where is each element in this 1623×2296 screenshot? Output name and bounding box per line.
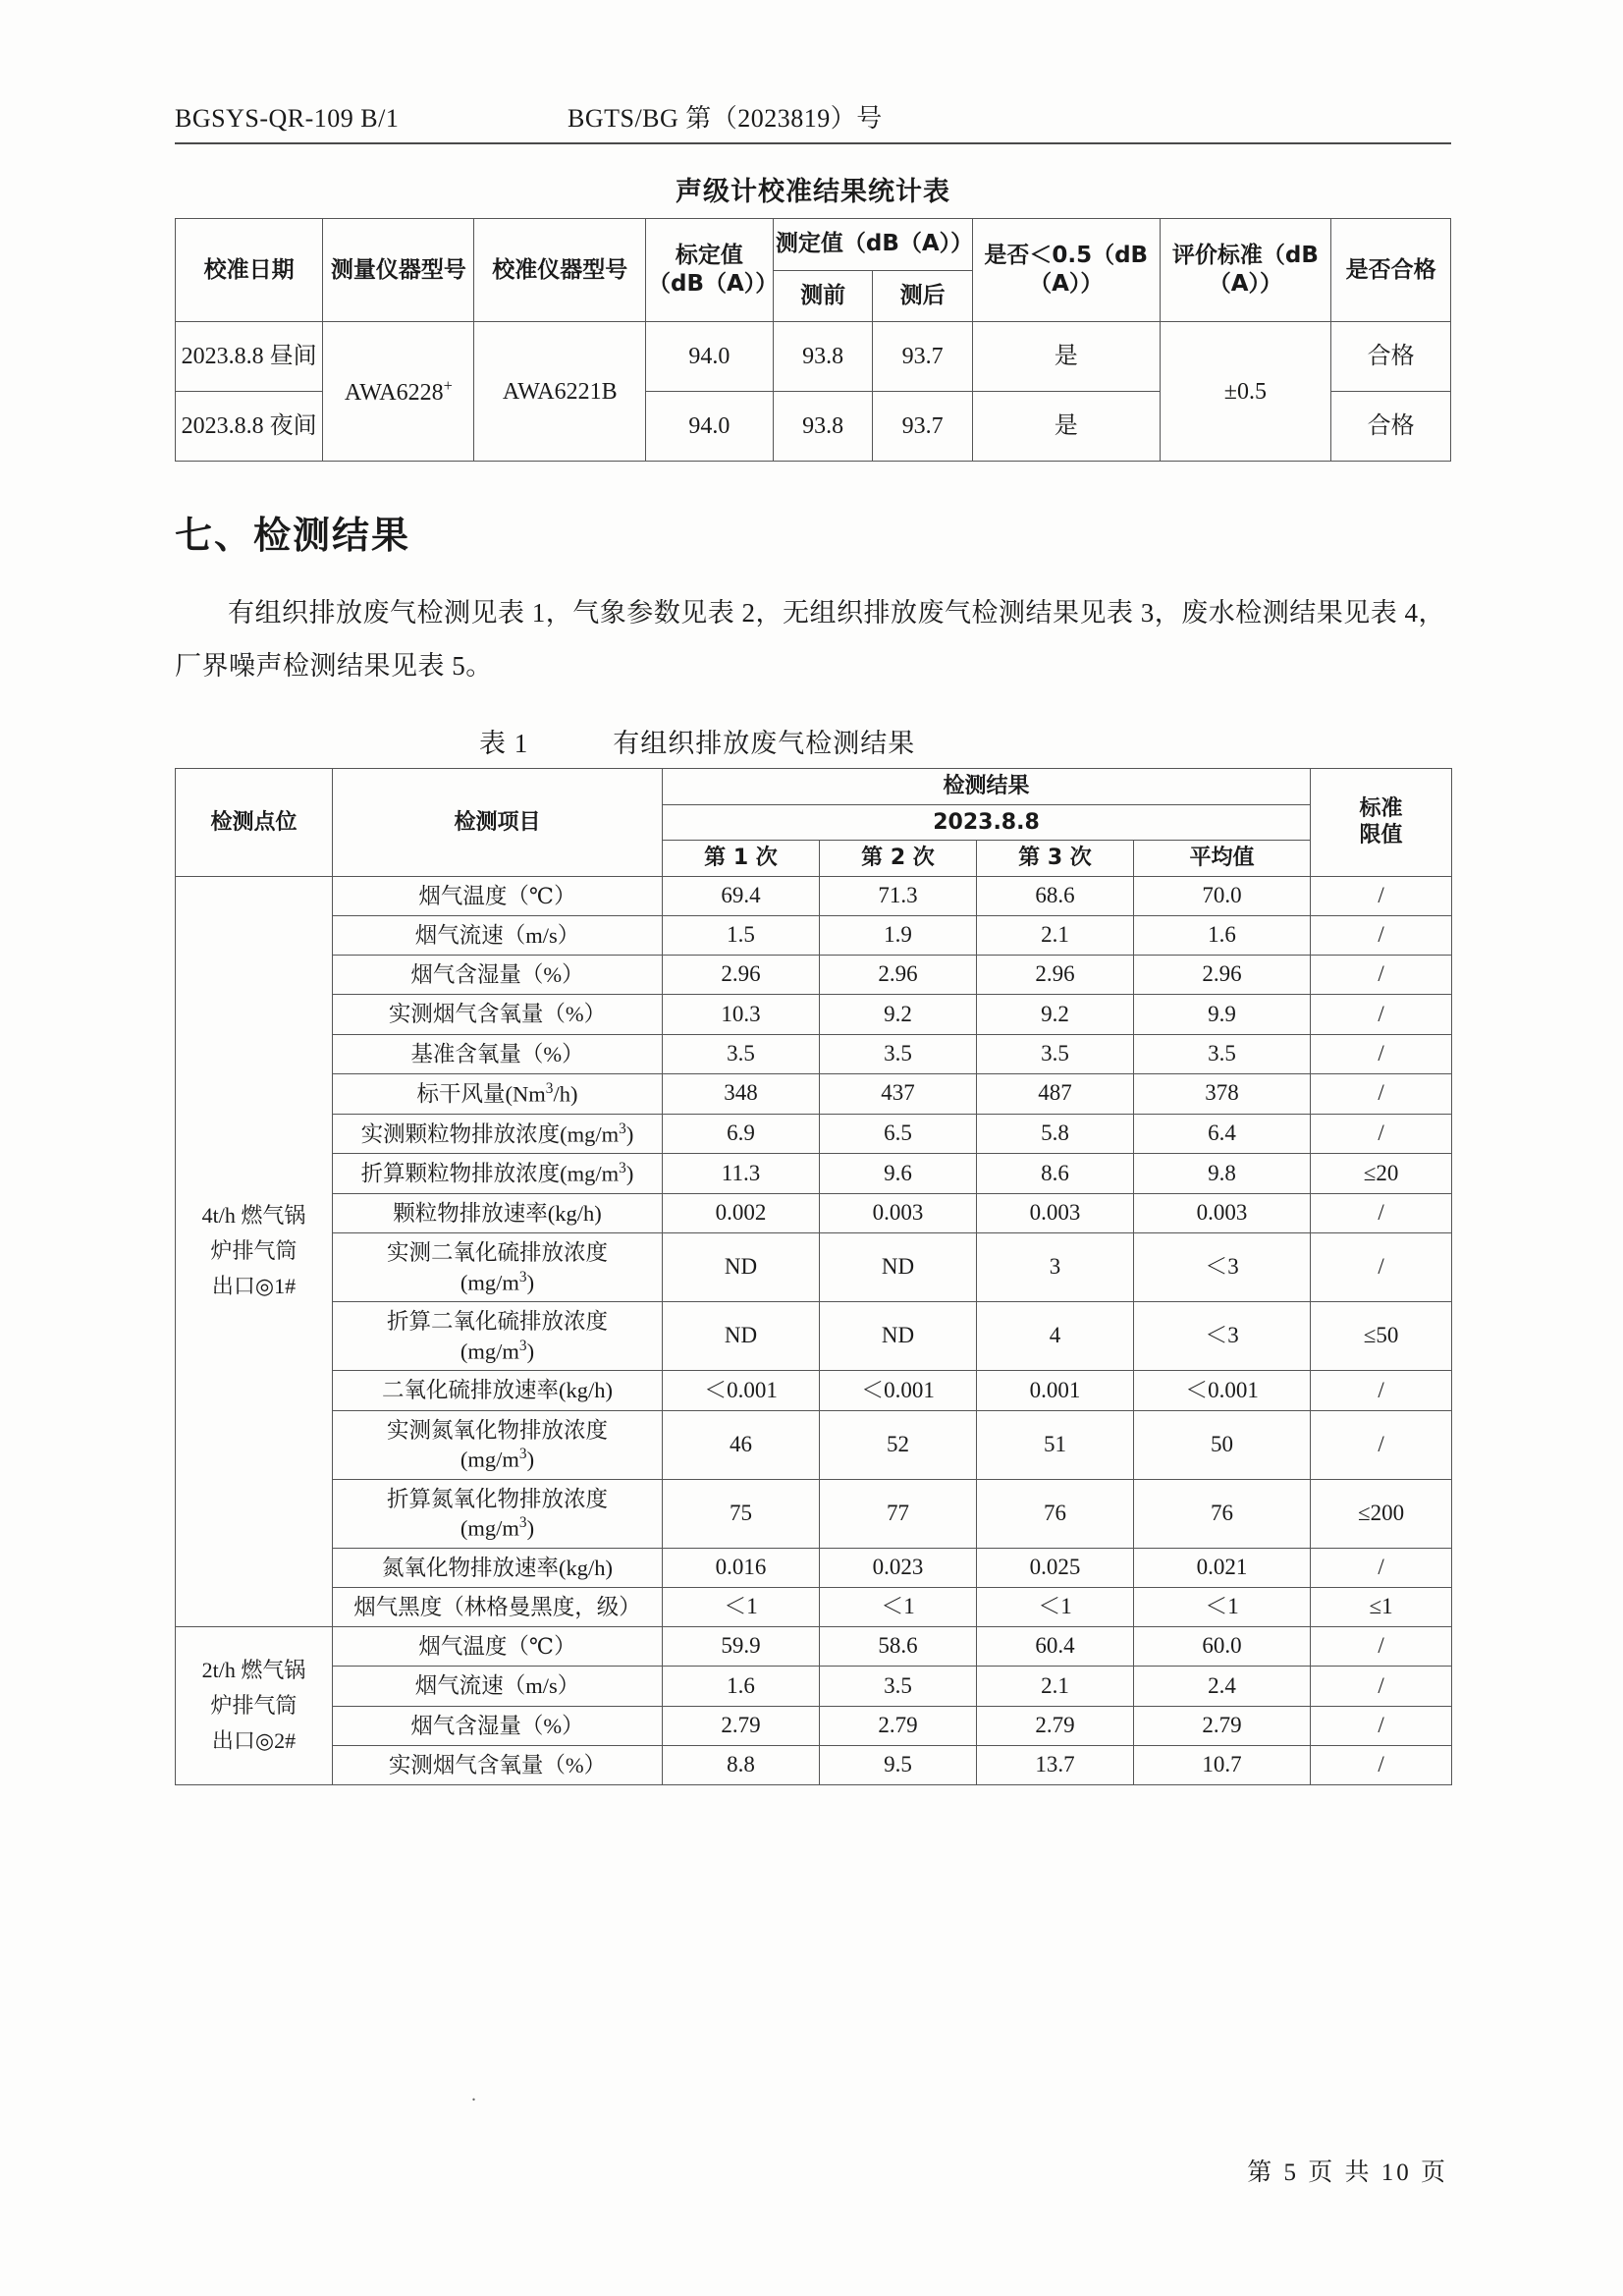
standard-limit-cell: / [1311,1706,1452,1745]
nominal-value-day: 94.0 [645,322,773,392]
value-run-1: 1.6 [663,1667,820,1706]
value-average: 0.003 [1134,1194,1311,1233]
value-run-3: 68.6 [977,876,1134,915]
value-run-3: 51 [977,1410,1134,1479]
emission-table-caption-title: 有组织排放废气检测结果 [613,729,916,758]
value-run-3: 60.4 [977,1627,1134,1667]
monitoring-point-line: 2t/h 燃气锅 [201,1657,306,1682]
monitoring-point-line: 4t/h 燃气锅 [201,1202,306,1228]
qualified-day: 合格 [1331,322,1451,392]
table-row [176,1114,1452,1154]
value-average: 6.4 [1134,1114,1311,1154]
value-run-3: 8.6 [977,1154,1134,1194]
table-row [176,995,1452,1034]
table-row [176,1548,1452,1587]
calibration-table [175,218,1451,462]
value-run-2: 52 [820,1410,977,1479]
standard-limit-cell: / [1311,956,1452,995]
value-run-1: 59.9 [663,1627,820,1667]
value-run-1: 11.3 [663,1154,820,1194]
table-row [176,1194,1452,1233]
document-code: BGSYS-QR-109 B/1 [175,104,400,133]
standard-limit-cell: / [1311,1194,1452,1233]
value-run-1: 10.3 [663,995,820,1034]
monitoring-item-cell: 氮氧化物排放速率(kg/h) [333,1548,663,1587]
col-measured-before: 测前 [773,270,872,322]
value-average: 9.8 [1134,1154,1311,1194]
value-average: ＜1 [1134,1587,1311,1626]
value-run-2: 9.2 [820,995,977,1034]
value-average: 2.96 [1134,956,1311,995]
monitoring-point-cell-2 [176,1627,333,1785]
monitoring-point-line: 炉排气筒 [210,1238,298,1264]
value-run-3: 2.1 [977,915,1134,955]
col-monitoring-point: 检测点位 [176,769,333,877]
col-run-1: 第 1 次 [663,841,820,877]
value-run-1: 0.016 [663,1548,820,1587]
measured-before-night: 93.8 [773,392,872,462]
standard-limit-cell: ≤1 [1311,1587,1452,1626]
standard-limit-cell: / [1311,995,1452,1034]
value-run-3: 2.79 [977,1706,1134,1745]
table-row [176,1034,1452,1073]
col-evaluation-criterion: 评价标准（dB（A）） [1160,219,1331,322]
table-row [176,1233,1452,1302]
monitoring-point-line: 出口◎2# [211,1728,297,1754]
value-run-3: 9.2 [977,995,1134,1034]
col-standard-limit: 标准 限值 [1311,769,1452,877]
meter-model-text: AWA6228 [344,379,444,406]
table-row [176,1587,1452,1626]
evaluation-criterion-value: ±0.5 [1160,322,1331,462]
value-run-2: 0.003 [820,1194,977,1233]
value-run-1: 2.96 [663,956,820,995]
monitoring-item-cell: 实测烟气含氧量（%） [333,995,663,1034]
col-calibrator-model: 校准仪器型号 [474,219,646,322]
monitoring-item-cell: 烟气黑度（林格曼黑度，级） [333,1587,663,1626]
col-average: 平均值 [1134,841,1311,877]
table-row [176,1706,1452,1745]
col-meter-model: 测量仪器型号 [323,219,474,322]
value-run-3: 3 [977,1233,1134,1302]
standard-limit-cell: / [1311,876,1452,915]
document-header [175,98,1451,142]
value-run-1: 46 [663,1410,820,1479]
qualified-night: 合格 [1331,392,1451,462]
value-average: 50 [1134,1410,1311,1479]
value-run-1: 69.4 [663,876,820,915]
col-run-2: 第 2 次 [820,841,977,877]
value-average: 2.4 [1134,1667,1311,1706]
value-run-3: 2.96 [977,956,1134,995]
table-row [176,1627,1452,1667]
value-run-3: 76 [977,1479,1134,1548]
standard-limit-cell: / [1311,1034,1452,1073]
col-monitoring-item: 检测项目 [333,769,663,877]
col-calibration-date: 校准日期 [176,219,323,322]
monitoring-item-cell: 烟气温度（℃） [333,1627,663,1667]
monitoring-item-cell: 烟气温度（℃） [333,876,663,915]
monitoring-item-cell: 折算氮氧化物排放浓度 $(mg/m^3)$ [333,1479,663,1548]
value-average: 9.9 [1134,995,1311,1034]
calibrator-model-value: AWA6221B [474,322,646,462]
value-run-2: ＜0.001 [820,1371,977,1410]
value-run-2: 2.79 [820,1706,977,1745]
value-run-3: 13.7 [977,1745,1134,1784]
table-row [176,915,1452,955]
value-run-1: 75 [663,1479,820,1548]
monitoring-item-cell: 折算二氧化硫排放浓度 $(mg/m^3)$ [333,1302,663,1371]
table-row [176,1410,1452,1479]
table-row [176,322,1451,392]
value-run-1: 6.9 [663,1114,820,1154]
stray-mark: . [471,2084,476,2105]
standard-limit-cell: / [1311,1073,1452,1114]
table-row [176,1667,1452,1706]
monitoring-item-cell: 烟气含湿量（%） [333,1706,663,1745]
table-row [176,1479,1452,1548]
table-row [176,876,1452,915]
monitoring-item-cell: 实测二氧化硫排放浓度 $(mg/m^3)$ [333,1233,663,1302]
value-run-1: 8.8 [663,1745,820,1784]
standard-limit-cell: / [1311,1410,1452,1479]
value-run-2: 71.3 [820,876,977,915]
monitoring-item-cell: 实测氮氧化物排放浓度 $(mg/m^3)$ [333,1410,663,1479]
col-nominal-value: 标定值（dB（A）） [645,219,773,322]
calibration-date-night: 2023.8.8 夜间 [176,392,323,462]
value-run-1: 0.002 [663,1194,820,1233]
value-average: ＜0.001 [1134,1371,1311,1410]
monitoring-item-cell: 烟气流速（m/s） [333,1667,663,1706]
monitoring-item-cell: 烟气流速（m/s） [333,915,663,955]
value-average: 3.5 [1134,1034,1311,1073]
measured-after-day: 93.7 [873,322,972,392]
standard-limit-cell: / [1311,915,1452,955]
value-run-1: ＜1 [663,1587,820,1626]
standard-limit-cell: ≤20 [1311,1154,1452,1194]
table-row [176,1073,1452,1114]
value-run-2: 9.6 [820,1154,977,1194]
value-run-2: 2.96 [820,956,977,995]
value-run-2: 58.6 [820,1627,977,1667]
col-measured-group: 测定值（dB（A）） [773,219,972,271]
value-run-3: ＜1 [977,1587,1134,1626]
table-row [176,1745,1452,1784]
monitoring-point-cell-1 [176,876,333,1627]
col-within-tolerance: 是否＜0.5（dB（A）） [972,219,1160,322]
section-paragraph: 有组织排放废气检测见表 1，气象参数见表 2，无组织排放废气检测结果见表 3，废水检测结果见表 4，厂界噪声检测结果见表 5。 [175,598,1445,681]
value-average: 10.7 [1134,1745,1311,1784]
standard-limit-cell: ≤50 [1311,1302,1452,1371]
value-run-2: 0.023 [820,1548,977,1587]
value-run-3: 4 [977,1302,1134,1371]
emission-header-row-1 [176,769,1452,805]
within-tolerance-day: 是 [972,322,1160,392]
emission-table [175,768,1452,1785]
value-run-3: 487 [977,1073,1134,1114]
table-row [176,1302,1452,1371]
value-average: ＜3 [1134,1233,1311,1302]
standard-limit-cell: ≤200 [1311,1479,1452,1548]
value-average: 70.0 [1134,876,1311,915]
value-run-1: 348 [663,1073,820,1114]
standard-limit-cell: / [1311,1233,1452,1302]
value-run-2: ND [820,1233,977,1302]
value-run-1: 1.5 [663,915,820,955]
standard-limit-cell: / [1311,1371,1452,1410]
value-average: ＜3 [1134,1302,1311,1371]
section-heading: 七、检测结果 [175,514,411,557]
monitoring-item-cell: 实测烟气含氧量（%） [333,1745,663,1784]
monitoring-item-cell: 颗粒物排放速率(kg/h) [333,1194,663,1233]
value-run-2: 6.5 [820,1114,977,1154]
monitoring-item-cell: 折算颗粒物排放浓度$(mg/m^3)$ [333,1154,663,1194]
calibration-table-title: 声级计校准结果统计表 [676,177,950,207]
value-run-1: 2.79 [663,1706,820,1745]
measured-before-day: 93.8 [773,322,872,392]
standard-limit-cell: / [1311,1667,1452,1706]
monitoring-item-cell: 基准含氧量（%） [333,1034,663,1073]
value-run-1: ＜0.001 [663,1371,820,1410]
emission-table-caption-label: 表 1 [479,729,529,758]
value-average: 378 [1134,1073,1311,1114]
nominal-value-night: 94.0 [645,392,773,462]
calibration-header-row-1 [176,219,1451,271]
value-run-2: 77 [820,1479,977,1548]
standard-limit-cell: / [1311,1627,1452,1667]
value-run-3: 0.001 [977,1371,1134,1410]
value-run-2: 3.5 [820,1034,977,1073]
monitoring-item-cell: 标干风量(Nm$^3$/h) [333,1073,663,1114]
value-run-3: 2.1 [977,1667,1134,1706]
standard-limit-cell: / [1311,1114,1452,1154]
value-run-2: 9.5 [820,1745,977,1784]
value-run-3: 5.8 [977,1114,1134,1154]
header-divider [175,142,1451,144]
monitoring-point-line: 出口◎1# [211,1274,297,1299]
standard-limit-cell: / [1311,1745,1452,1784]
report-number: BGTS/BG 第（2023819）号 [568,104,883,133]
monitoring-item-cell: 烟气含湿量（%） [333,956,663,995]
value-average: 1.6 [1134,915,1311,955]
value-run-2: 3.5 [820,1667,977,1706]
monitoring-point-line: 炉排气筒 [210,1692,298,1718]
meter-model-value [323,322,474,462]
table-row [176,956,1452,995]
page-number-footer: 第 5 页 共 10 页 [1247,2159,1448,2186]
page-content [175,98,1451,1785]
table-row [176,1154,1452,1194]
value-run-2: 437 [820,1073,977,1114]
col-measured-after: 测后 [873,270,972,322]
value-average: 2.79 [1134,1706,1311,1745]
value-run-1: 3.5 [663,1034,820,1073]
monitoring-item-cell: 实测颗粒物排放浓度$(mg/m^3)$ [333,1114,663,1154]
col-run-3: 第 3 次 [977,841,1134,877]
meter-model-superscript: + [443,375,453,395]
col-test-date: 2023.8.8 [663,804,1311,841]
value-run-3: 3.5 [977,1034,1134,1073]
value-run-1: ND [663,1302,820,1371]
emission-table-body [176,876,1452,1785]
value-average: 0.021 [1134,1548,1311,1587]
standard-limit-cell: / [1311,1548,1452,1587]
col-results-group: 检测结果 [663,769,1311,805]
value-run-3: 0.003 [977,1194,1134,1233]
within-tolerance-night: 是 [972,392,1160,462]
value-average: 60.0 [1134,1627,1311,1667]
value-average: 76 [1134,1479,1311,1548]
emission-table-caption [175,722,1451,760]
col-qualified: 是否合格 [1331,219,1451,322]
table-row [176,1371,1452,1410]
calibration-date-day: 2023.8.8 昼间 [176,322,323,392]
measured-after-night: 93.7 [873,392,972,462]
value-run-2: 1.9 [820,915,977,955]
value-run-2: ND [820,1302,977,1371]
monitoring-item-cell: 二氧化硫排放速率(kg/h) [333,1371,663,1410]
value-run-1: ND [663,1233,820,1302]
value-run-3: 0.025 [977,1548,1134,1587]
value-run-2: ＜1 [820,1587,977,1626]
